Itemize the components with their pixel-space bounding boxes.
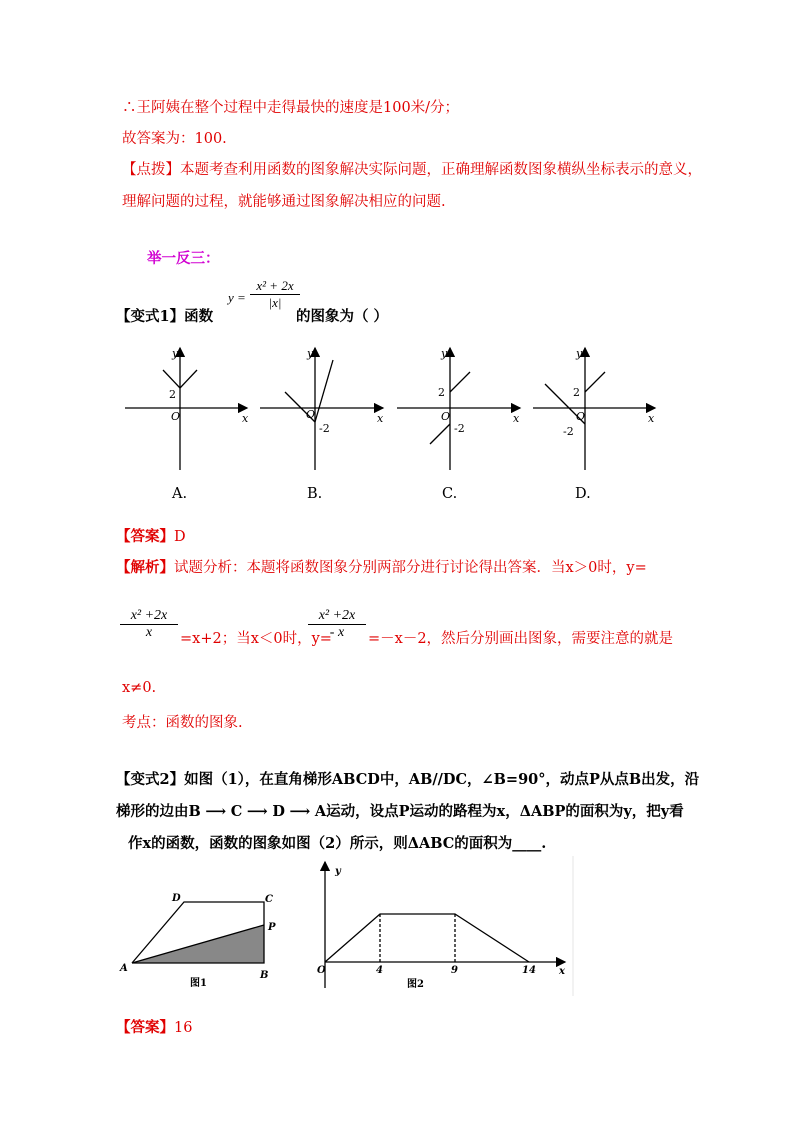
option-label-c: C. (442, 486, 458, 502)
tick-label: 4 (376, 965, 383, 976)
axis-label-y: y (576, 347, 583, 360)
axis-label-y: y (307, 347, 314, 360)
axis-label-y: y (335, 866, 341, 877)
formula-fraction (250, 278, 300, 311)
question-label: 【变式1】函数 (116, 308, 214, 325)
tick-label: 9 (451, 965, 458, 976)
point-label-p: P (268, 922, 276, 933)
fraction-numerator: x² +2x (130, 608, 168, 623)
question-fragment: D (272, 803, 285, 820)
answer-row (116, 525, 186, 546)
axis-label-x: x (559, 966, 565, 977)
answer-row (116, 1016, 192, 1037)
axis-label-x: x (377, 412, 384, 425)
fraction-numerator: x² +2x (318, 608, 356, 623)
point-label-a: A (120, 963, 128, 974)
axis-label-x: x (242, 412, 249, 425)
question-text: 作x的函数，函数的图象如图（2）所示，则ΔABC的面积为____. (128, 835, 547, 852)
answer-label: 【答案】 (116, 528, 174, 545)
analysis-row (116, 556, 647, 577)
point-label-c: C (265, 894, 273, 905)
section-title: 举一反三： (147, 250, 220, 267)
text-line: 故答案为：100. (122, 131, 227, 147)
analysis-label: 【解析】 (116, 559, 174, 576)
option-label-a: A. (172, 486, 188, 502)
value-label: 2 (169, 388, 176, 401)
question-text: 【变式2】如图（1），在直角梯形ABCD中，AB//DC，∠B=90°，动点P从点B出发，沿 (116, 771, 700, 788)
graph-branch (315, 360, 333, 422)
value-label: -2 (319, 422, 330, 435)
axis-label-x: x (513, 412, 520, 425)
option-label-b: B. (307, 486, 323, 502)
fraction-denominator: x (145, 625, 153, 640)
graph-branch (430, 424, 450, 444)
question-fragment: A运动，设点P运动的路程为x，ΔABP的面积为y，把y看 (314, 803, 684, 820)
function-line (325, 914, 529, 962)
option-graphs (115, 340, 660, 475)
answer-label: 【答案】 (116, 1019, 174, 1036)
question-suffix: 的图象为（ ） (296, 308, 389, 325)
axis-label-y: y (172, 347, 179, 360)
option-label-d: D. (575, 486, 591, 502)
analysis-fraction-1 (120, 608, 178, 641)
value-label: 2 (573, 386, 580, 399)
formula-lhs: y = (228, 290, 246, 305)
formula-numerator: x² + 2x (256, 278, 294, 293)
origin-label: O (317, 965, 326, 976)
graph-branch (450, 372, 470, 392)
fraction-denominator: - x (329, 625, 345, 640)
value-label: -2 (563, 425, 574, 438)
question-text (116, 800, 684, 821)
text-line: ∴王阿姨在整个过程中走得最快的速度是100米/分； (122, 100, 460, 116)
formula-denominator: |x| (268, 295, 282, 310)
graph-branch (163, 370, 180, 388)
value-label: -2 (454, 422, 465, 435)
tick-label: 14 (522, 965, 536, 976)
point-label-d: D (172, 893, 181, 904)
figure-caption: 图1 (190, 978, 207, 989)
origin-label: O (576, 410, 586, 423)
arrow-icon: ⟶ (246, 803, 268, 820)
origin-label: O (171, 410, 181, 423)
answer-value: D (174, 529, 186, 545)
answer-value: 16 (174, 1020, 193, 1036)
figure-2-graph (305, 856, 577, 996)
axis-label-y: y (441, 347, 448, 360)
analysis-text: 试题分析：本题将函数图象分别两部分进行讨论得出答案．当x＞0时，y= (174, 560, 647, 576)
origin-label: O (306, 408, 316, 421)
analysis-text: =x+2；当x＜0时，y= (180, 631, 332, 647)
graph-branch (585, 372, 605, 392)
value-label: 2 (438, 386, 445, 399)
arrow-icon: ⟶ (289, 803, 311, 820)
question-fragment: C (230, 803, 243, 820)
figure-1-trapezoid (115, 885, 290, 995)
graph-branch (180, 370, 197, 388)
origin-label: O (441, 410, 451, 423)
axis-label-x: x (648, 412, 655, 425)
arrow-icon: ⟶ (205, 803, 227, 820)
point-label-b: B (260, 970, 269, 981)
analysis-fraction-2 (308, 608, 366, 641)
question-fragment: 梯形的边由B (116, 803, 201, 820)
analysis-text: =－x－2，然后分别画出图象，需要注意的就是 (368, 631, 674, 647)
figure-caption: 图2 (407, 979, 424, 990)
text-line: 【点拨】本题考查利用函数的图象解决实际问题，正确理解函数图象横纵坐标表示的意义， (122, 162, 702, 178)
text-line: 理解问题的过程，就能够通过图象解决相应的问题. (122, 194, 446, 210)
analysis-text: x≠0. (122, 680, 157, 696)
kaodian-text: 考点：函数的图象. (122, 715, 243, 731)
